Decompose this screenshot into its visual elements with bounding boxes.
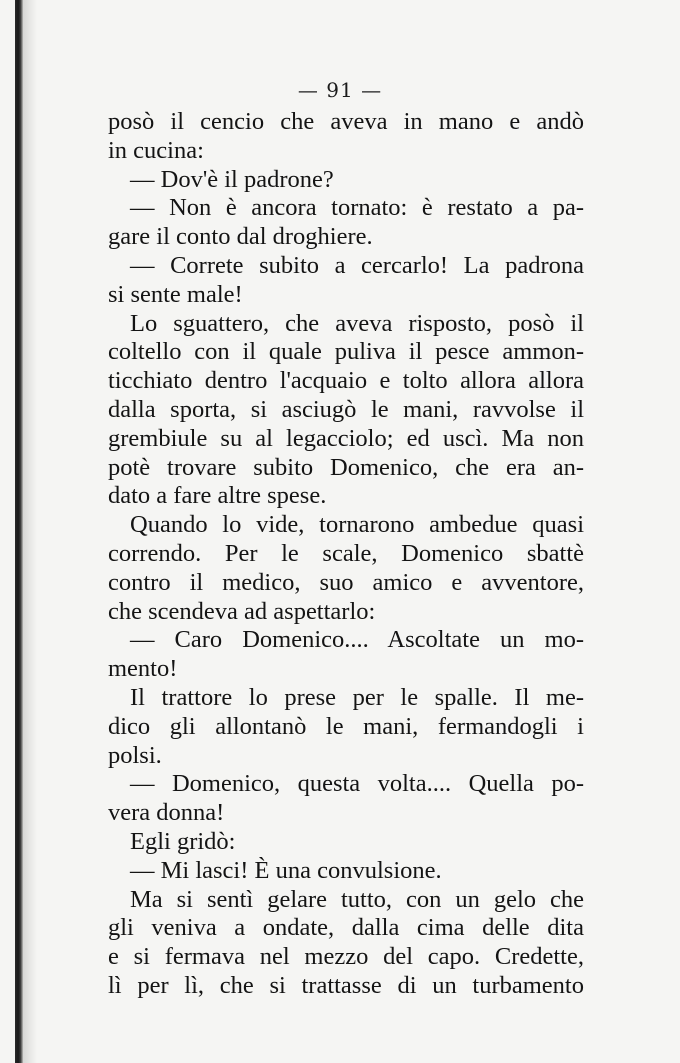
text-line: — Correte subito a cercarlo! La padrona (130, 251, 584, 279)
text-line: — Domenico, questa volta.... Quella po- (130, 770, 584, 798)
text-line: mento! (108, 655, 178, 683)
text-line: Il trattore lo prese per le spalle. Il me- (130, 683, 584, 711)
text-line: dato a fare altre spese. (108, 482, 327, 510)
text-line: e si fermava nel mezzo del capo. Credette, (108, 943, 584, 971)
page-number: — 91 — (297, 78, 383, 102)
text-line: posò il cencio che aveva in mano e andò (108, 108, 584, 135)
text-line: Lo sguattero, che aveva risposto, posò il (130, 309, 584, 337)
text-line: — Caro Domenico.... Ascoltate un mo- (130, 626, 584, 654)
text-line: dalla sporta, si asciugò le mani, ravvolse il (108, 395, 584, 423)
text-line: lì per lì, che si trattasse di un turbamento (108, 971, 584, 999)
body-text (108, 108, 584, 1001)
text-line: vera donna! (108, 799, 225, 827)
text-line: — Dov'è il padrone? (130, 165, 334, 193)
text-line: polsi. (108, 741, 162, 769)
text-line: correndo. Per le scale, Domenico sbattè (108, 539, 584, 567)
text-line: ticchiato dentro l'acquaio e tolto allora allora (108, 367, 584, 395)
text-line: — Mi lasci! È una convulsione. (130, 856, 442, 884)
text-line: gare il conto dal droghiere. (108, 223, 373, 251)
text-line: che scendeva ad aspettarlo: (108, 597, 376, 625)
text-line: potè trovare subito Domenico, che era an- (108, 453, 584, 481)
text-line: Egli gridò: (130, 827, 236, 855)
text-line: contro il medico, suo amico e avventore, (108, 568, 584, 596)
text-line: in cucina: (108, 136, 204, 164)
text-line: Ma si sentì gelare tutto, con un gelo che (130, 885, 584, 913)
text-line: grembiule su al legacciolo; ed uscì. Ma non (108, 424, 584, 452)
spine-shadow (23, 0, 37, 1063)
text-line: si sente male! (108, 280, 243, 308)
text-line: gli veniva a ondate, dalla cima delle dita (108, 914, 584, 942)
text-line: — Non è ancora tornato: è restato a pa- (130, 194, 584, 222)
text-line: dico gli allontanò le mani, fermandogli i (108, 712, 584, 740)
book-spine (15, 0, 23, 1063)
text-line: coltello con il quale puliva il pesce ammon- (108, 338, 584, 366)
text-line: Quando lo vide, tornarono ambedue quasi (130, 511, 584, 539)
